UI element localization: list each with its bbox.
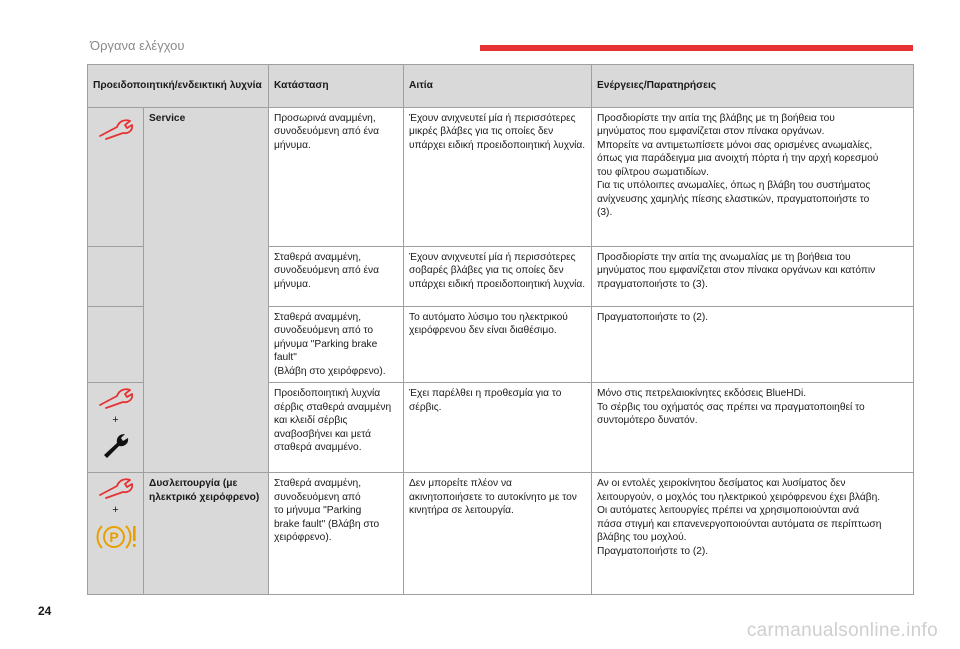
wrench-outline-icon [97, 477, 135, 499]
cause-cell: Έχουν ανιχνευτεί μία ή περισσότερες σοβαρές βλάβες για τις οποίες δεν υπάρχει ειδική προειδοποιητική λυχνία. [404, 247, 592, 307]
section-title: Όργανα ελέγχου [90, 38, 185, 53]
watermark: carmanualsonline.info [746, 620, 938, 641]
state-cell: Σταθερά αναμμένη, συνοδευόμενη από ένα μήνυμα. [269, 247, 404, 307]
parking-brake-fault-icon [95, 522, 137, 552]
action-cell: Πραγματοποιήστε το (2). [592, 307, 914, 383]
column-header-lamp: Προειδοποιητική/ενδεικτική λυχνία [88, 65, 269, 108]
cause-cell: Το αυτόματο λύσιμο του ηλεκτρικού χειρόφρενου δεν είναι διαθέσιμο. [404, 307, 592, 383]
state-cell: Προσωρινά αναμμένη, συνοδευόμενη από ένα μήνυμα. [269, 108, 404, 247]
table-row [88, 108, 914, 247]
state-cell: Προειδοποιητική λυχνία σέρβις σταθερά αναμμένη και κλειδί σέρβις αναβοσβήνει και μετά σταθερά αναμμένο. [269, 383, 404, 473]
svg-text:P: P [108, 528, 119, 545]
action-cell: Αν οι εντολές χειροκίνητου δεσίματος και λυσίματος δεν λειτουργούν, ο μοχλός του ηλεκτρικού χειρόφρενου έχει βλάβη. Οι αυτόματες λειτουργίες πρέπει να χρησιμοποιούνται ανά πάσα στιγμή και επανενεργοποιούνται αυτόματα σε περίπτωση βλάβης του μοχλού. Πραγματοποιήστε το (2). [592, 473, 914, 595]
cause-cell: Δεν μπορείτε πλέον να ακινητοποιήσετε το αυτοκίνητο με τον κινητήρα σε λειτουργία. [404, 473, 592, 595]
lamp-icon-cell [88, 383, 144, 473]
header-accent-bar [480, 45, 913, 51]
table-header-row [88, 65, 914, 108]
cause-cell: Έχουν ανιχνευτεί μία ή περισσότερες μικρές βλάβες για τις οποίες δεν υπάρχει ειδική προειδοποιητική λυχνία. [404, 108, 592, 247]
column-header-cause: Αιτία [404, 65, 592, 108]
lamp-icon-cell [88, 473, 144, 595]
lamp-name-service: Service [144, 108, 269, 473]
page-number: 24 [38, 604, 52, 618]
warning-lamps-table [87, 64, 914, 595]
column-header-action: Ενέργειες/Παρατηρήσεις [592, 65, 914, 108]
table-row [88, 473, 914, 595]
action-cell: Μόνο στις πετρελαιοκίνητες εκδόσεις BlueHDi. Το σέρβις του οχήματός σας πρέπει να πραγματοποιηθεί το συντομότερο δυνατόν. [592, 383, 914, 473]
lamp-icon-cell [88, 307, 144, 383]
cause-cell: Έχει παρέλθει η προθεσμία για το σέρβις. [404, 383, 592, 473]
wrench-outline-icon [97, 118, 135, 140]
plus-symbol: + [112, 504, 119, 517]
plus-symbol: + [112, 414, 119, 427]
wrench-outline-icon [97, 387, 135, 409]
state-cell: Σταθερά αναμμένη, συνοδευόμενη από το μήνυμα "Parking brake fault" (Βλάβη στο χειρόφρενο). [269, 473, 404, 595]
wrench-solid-icon [101, 432, 131, 458]
lamp-icon-cell [88, 247, 144, 307]
action-cell: Προσδιορίστε την αιτία της βλάβης με τη βοήθεια του μηνύματος που εμφανίζεται στον πίνακα οργάνων. Μπορείτε να αντιμετωπίσετε μόνοι σας ορισμένες ανωμαλίες, όπως για παράδειγμα μια ανοιχτή πόρτα ή την αρχή κορεσμού του φίλτρου σωματιδίων. Για τις υπόλοιπες ανωμαλίες, όπως η βλάβη του συστήματος ανίχνευσης χαμηλής πίεσης ελαστικών, πραγματοποιήστε το (3). [592, 108, 914, 247]
lamp-name-malfunction: Δυσλειτουργία (με ηλεκτρικό χειρόφρενο) [144, 473, 269, 595]
action-cell: Προσδιορίστε την αιτία της ανωμαλίας με τη βοήθεια του μηνύματος που εμφανίζεται στον πίνακα οργάνων και κατόπιν πραγματοποιήστε το (3). [592, 247, 914, 307]
column-header-state: Κατάσταση [269, 65, 404, 108]
state-cell: Σταθερά αναμμένη, συνοδευόμενη από το μήνυμα "Parking brake fault" (Βλάβη στο χειρόφρενο). [269, 307, 404, 383]
lamp-icon-cell [88, 108, 144, 247]
